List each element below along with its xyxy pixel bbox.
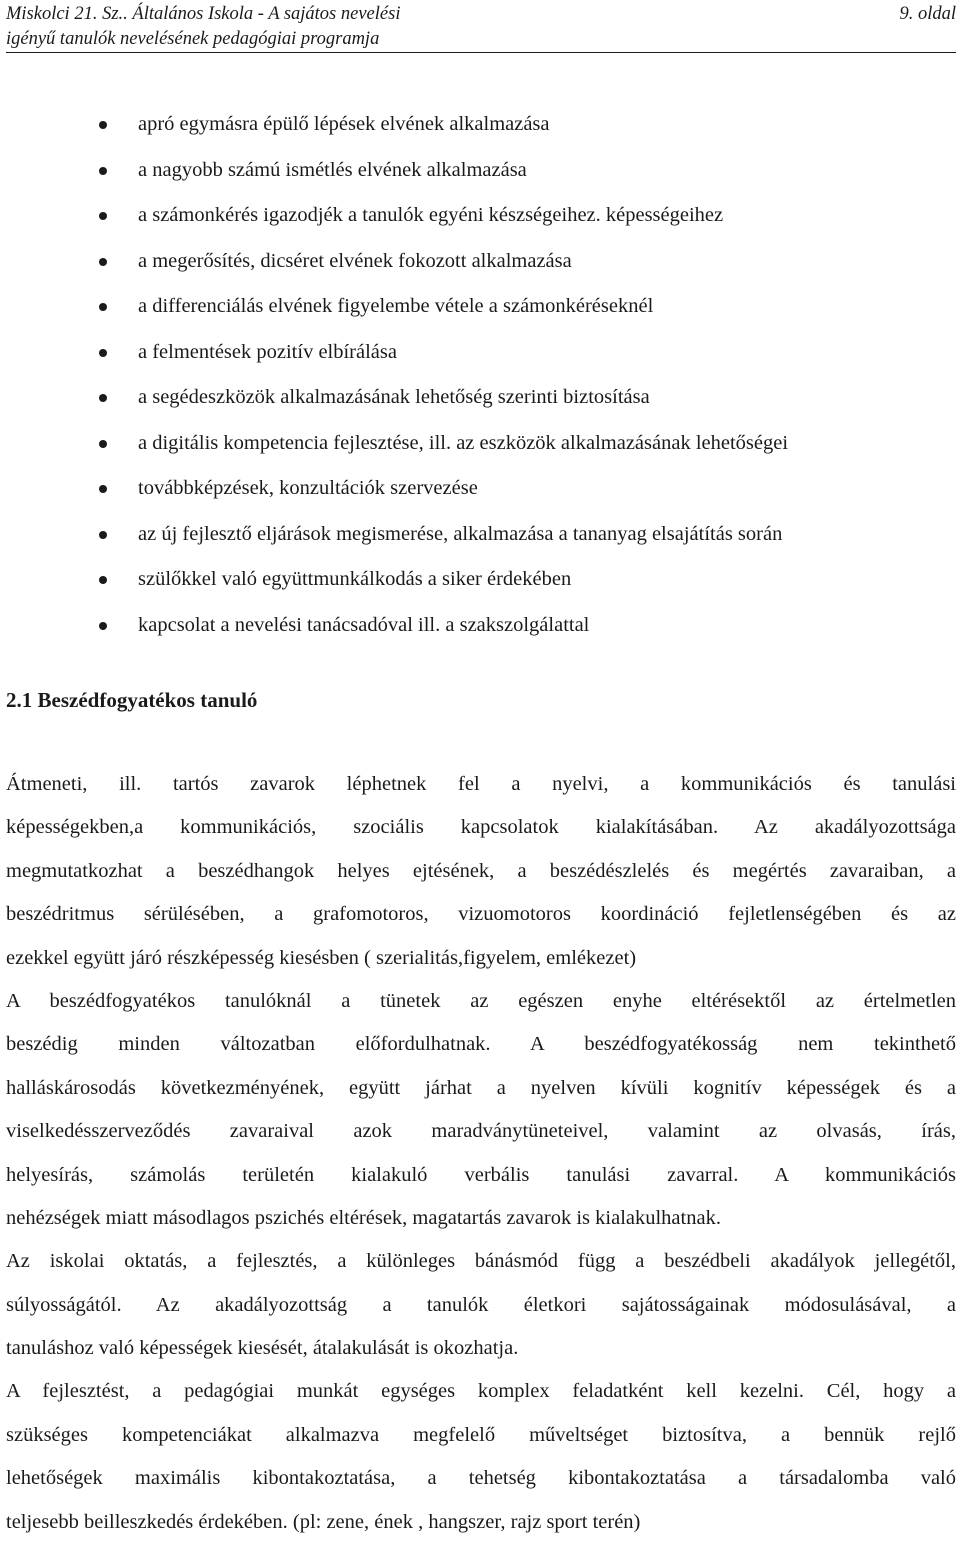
paragraph-line: Az iskolai oktatás, a fejlesztés, a különleges bánásmód függ a beszédbeli akadályok jellegétől, xyxy=(6,1250,956,1273)
paragraph-line: képességekben,a kommunikációs, szociális kapcsolatok kialakításában. Az akadályozottsága xyxy=(6,816,956,839)
list-item-text: a megerősítés, dicséret elvének fokozott alkalmazása xyxy=(138,249,572,272)
bullet-list xyxy=(0,102,960,648)
paragraph-line: nehézségek miatt másodlagos pszichés eltérések, magatartás zavarok is kialakulhatnak. xyxy=(6,1206,721,1229)
list-item-text: kapcsolat a nevelési tanácsadóval ill. a szakszolgálattal xyxy=(138,613,590,636)
paragraph-line: szükséges kompetenciákat alkalmazva megfelelő műveltséget biztosítva, a bennük rejlő xyxy=(6,1423,956,1446)
bullet-icon xyxy=(99,394,107,402)
paragraph-line: halláskárosodás következményének, együtt járhat a nyelven kívüli kognitív képességek és a xyxy=(6,1076,956,1099)
header-title xyxy=(6,2,726,52)
header-divider xyxy=(6,52,956,53)
paragraph-line: A fejlesztést, a pedagógiai munkát egységes komplex feladatként kell kezelni. Cél, hogy a xyxy=(6,1380,956,1403)
bullet-icon xyxy=(99,121,107,129)
list-item-text: a felmentések pozitív elbírálása xyxy=(138,340,397,363)
list-item xyxy=(0,193,960,239)
bullet-icon xyxy=(99,212,107,220)
paragraph-line: ezekkel együtt járó részképesség kiesésben ( szerialitás,figyelem, emlékezet) xyxy=(6,946,637,969)
bullet-icon xyxy=(99,349,107,357)
list-item-text: apró egymásra épülő lépések elvének alkalmazása xyxy=(138,113,550,135)
paragraph-line: beszédritmus sérülésében, a grafomotoros, vizuomotoros koordináció fejletlenségében és az xyxy=(6,903,956,926)
list-item xyxy=(0,512,960,558)
list-item-text: a differenciálás elvének figyelembe vétele a számonkéréseknél xyxy=(138,295,654,317)
section-body xyxy=(6,763,956,1544)
paragraph-line: megmutatkozhat a beszédhangok helyes ejtésének, a beszédészlelés és megértés zavaraiban, a xyxy=(6,859,956,882)
list-item-text: szülőkkel való együttmunkálkodás a siker érdekében xyxy=(138,568,572,590)
paragraph-line: Átmeneti, ill. tartós zavarok léphetnek fel a nyelvi, a kommunikációs és tanulási xyxy=(6,773,956,795)
list-item xyxy=(0,603,960,649)
list-item-text: továbbképzések, konzultációk szervezése xyxy=(138,477,478,499)
list-item xyxy=(0,239,960,285)
list-item xyxy=(0,148,960,194)
paragraph-line: lehetőségek maximális kibontakoztatása, a tehetség kibontakoztatása a társadalomba való xyxy=(6,1467,956,1490)
header-title-line-1: Miskolci 21. Sz.. Általános Iskola - A sajátos nevelési xyxy=(6,4,401,24)
list-item-text: a számonkérés igazodjék a tanulók egyéni készségeihez. képességeihez xyxy=(138,204,724,226)
list-item xyxy=(0,330,960,376)
page-number: 9. oldal xyxy=(899,4,956,24)
paragraph-line: viselkedésszerveződés zavaraival azok maradványtüneteivel, valamint az olvasás, írás, xyxy=(6,1120,956,1143)
list-item xyxy=(0,557,960,603)
paragraph-line: teljesebb beilleszkedés érdekében. (pl: zene, ének , hangszer, rajz sport terén) xyxy=(6,1510,641,1533)
bullet-icon xyxy=(99,167,107,175)
list-item-text: a digitális kompetencia fejlesztése, ill. az eszközök alkalmazásának lehetőségei xyxy=(138,431,789,454)
bullet-icon xyxy=(99,485,107,493)
bullet-icon xyxy=(99,622,107,630)
paragraph-line: helyesírás, számolás területén kialakuló verbális tanulási zavarral. A kommunikációs xyxy=(6,1163,956,1186)
list-item-text: a segédeszközök alkalmazásának lehetőség szerinti biztosítása xyxy=(138,386,650,408)
list-item xyxy=(0,284,960,330)
section-heading: 2.1 Beszédfogyatékos tanuló xyxy=(6,688,258,712)
bullet-icon xyxy=(99,576,107,584)
paragraph-line: beszédig minden változatban előfordulhatnak. A beszédfogyatékosság nem tekinthető xyxy=(6,1033,956,1056)
bullet-icon xyxy=(99,303,107,311)
paragraph-line: tanuláshoz való képességek kiesését, átalakulását is okozhatja. xyxy=(6,1337,519,1360)
paragraph-line: A beszédfogyatékos tanulóknál a tünetek az egészen enyhe eltérésektől az értelmetlen xyxy=(6,989,956,1012)
header-title-line-2: igényű tanulók nevelésének pedagógiai programja xyxy=(6,29,380,49)
list-item xyxy=(0,102,960,148)
bullet-icon xyxy=(99,531,107,539)
bullet-icon xyxy=(99,440,107,448)
paragraph-line: súlyosságától. Az akadályozottság a tanulók életkori sajátosságainak módosulásával, a xyxy=(6,1293,956,1316)
list-item xyxy=(0,375,960,421)
bullet-icon xyxy=(99,258,107,266)
list-item-text: a nagyobb számú ismétlés elvének alkalmazása xyxy=(138,158,527,181)
list-item xyxy=(0,421,960,467)
list-item xyxy=(0,466,960,512)
list-item-text: az új fejlesztő eljárások megismerése, alkalmazása a tananyag elsajátítás során xyxy=(138,522,783,545)
